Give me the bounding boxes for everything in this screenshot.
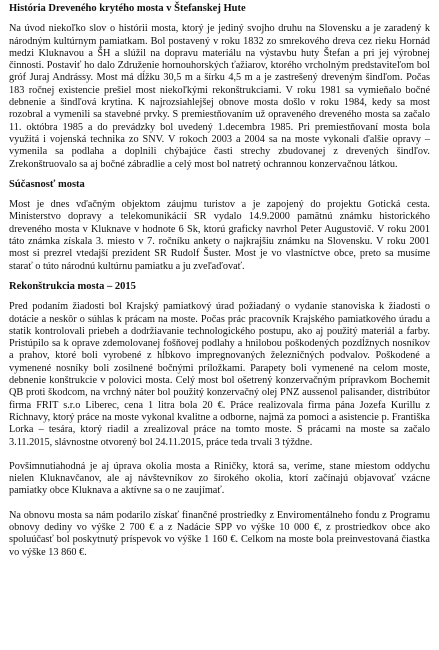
reconstruction-paragraph: Pred podaním žiadosti bol Krajský pamiatkový úrad požiadaný o vydanie stanoviska k žiadosti o dotácie a neskôr o súhlas k prácam na moste. Počas prác pracovník Krajského pamiatkového úradu a statik kontrolovali priebeh a dodržiavanie technologického postupu, ako aj použitý materiál a farby. Pristúpilo sa k oprave zdemolovanej fošňovej podlahy a hnilobou poškodených pozdĺžnych nosníkov a prahov, ktoré boli vyrobené z hĺbkovo impregnovaných železničných podvalov. Poškodené a vymenené nosníky boli zosilnené bočnými príložkami. Parapety boli vymenené na celom moste, debnenie konštrukcie v polovici mosta. Celý most bol ošetrený konzervačným prípravkom Bochemit QB proti škodcom, na vrchný náter bol použitý konzervačný olej PNZ aussenol palisander, distribútor firma FRIT s.r.o Liberec, cena 1 litra bola 20 €. Práce realizovala firma pána Jozefa Kurillu z Richnavy, ktorý práce na moste vykonal kvalitne a odborne, najmä za pomoci a asistencie p. Františka Lorka – tesára, ktorý riadil a zrealizoval práce na tomto moste. S prácami na moste sa začalo 3.11.2015, slávnostne otvorený bol 24.11.2015, práce teda trvali 3 týždne. xyxy=(9,301,430,448)
section-title-reconstruction: Rekonštrukcia mosta – 2015 xyxy=(9,280,136,292)
section-title-history: História Dreveného krytého mosta v Štefanskej Hute xyxy=(9,3,246,14)
surroundings-paragraph: Povšimnutiahodná je aj úprava okolia mosta a Riničky, ktorá sa, veríme, stane miestom oddychu nielen Kluknavčanov, ale aj návštevníkov zo širokého okolia, ktorí začínajú objavovať vzácne pamiatky obce Kluknava a aktívne sa o ne zaujímať. xyxy=(9,460,430,497)
history-paragraph: Na úvod niekoľko slov o histórii mosta, ktorý je jediný svojho druhu na Slovensku a je zaradený k národným kultúrnym pamiatkam. Bol postavený v roku 1832 zo smrekového dreva cez rieku Hornád medzi Kluknavou a ŠH a slúžil na dopravu materiálu na výstavbu huty Štefan a pri jej výrobnej činnosti. Postaviť ho dalo Združenie hornouhorských ťažiarov, ktorého vrcholným predstaviteľom bol gróf Juraj Andrássy. Most má dĺžku 30,5 m a šírku 4,5 m a je zastrešený dreveným šindľom. Počas 183 ročnej existencie prešiel most niekoľkými rekonštrukciami. V roku 1981 sa vymieňalo bočné debnenie a šindľová krytina. K najrozsiahlejšej obnove mosta došlo v roku 1984, kedy sa most rozobral a vymenili sa stavebné prvky. S premiestňovaním už opraveného dreveného mosta sa začalo 11. októbra 1985 a do prevádzky bol uvedený 1.decembra 1985. Pri premiestňovaní mosta bola využitá i vojenská technika zo SNV. V rokoch 2003 a 2004 sa na moste vykonali ďalšie opravy – vymenila sa podlaha a doplnili chýbajúce časti strechy zbudovanej z drevených šindľov. Zrekonštruovalo sa aj bočné zábradlie a celý most bol natretý ochrannou konzervačnou látkou. xyxy=(9,23,430,170)
section-title-present: Súčasnosť mosta xyxy=(9,178,85,190)
funding-paragraph: Na obnovu mosta sa nám podarilo získať finančné prostriedky z Enviromentálneho fondu z Programu obnovy dediny vo výške 2 700 € a z Nadácie SPP vo výške 10 000 €, z prostriedkov obce ako spoluúčasť bol poskytnutý príspevok vo výške 1 160 €. Celkom na moste bola preinvestovaná čiastka vo výške 13 860 €. xyxy=(9,509,430,558)
present-paragraph: Most je dnes vďačným objektom záujmu turistov a je zapojený do projektu Gotická cesta. Ministerstvo dopravy a telekomunikácií SR vydalo 14.9.2000 pamätnú známku historického dreveného mosta v Kluknave v hodnote 6 Sk, ktorú graficky navrhol Peter Augustovič. V roku 2001 táto známka získala 3. miesto v 7. ročníku ankety o najkrajšiu známku na Slovensku. V roku 2001 most si prezrel vtedajší prezident SR Rudolf Šuster. Most je vo vlastníctve obce, preto sa musíme starať o túto národnú kultúrnu pamiatku a ju zveľaďovať. xyxy=(9,199,430,272)
